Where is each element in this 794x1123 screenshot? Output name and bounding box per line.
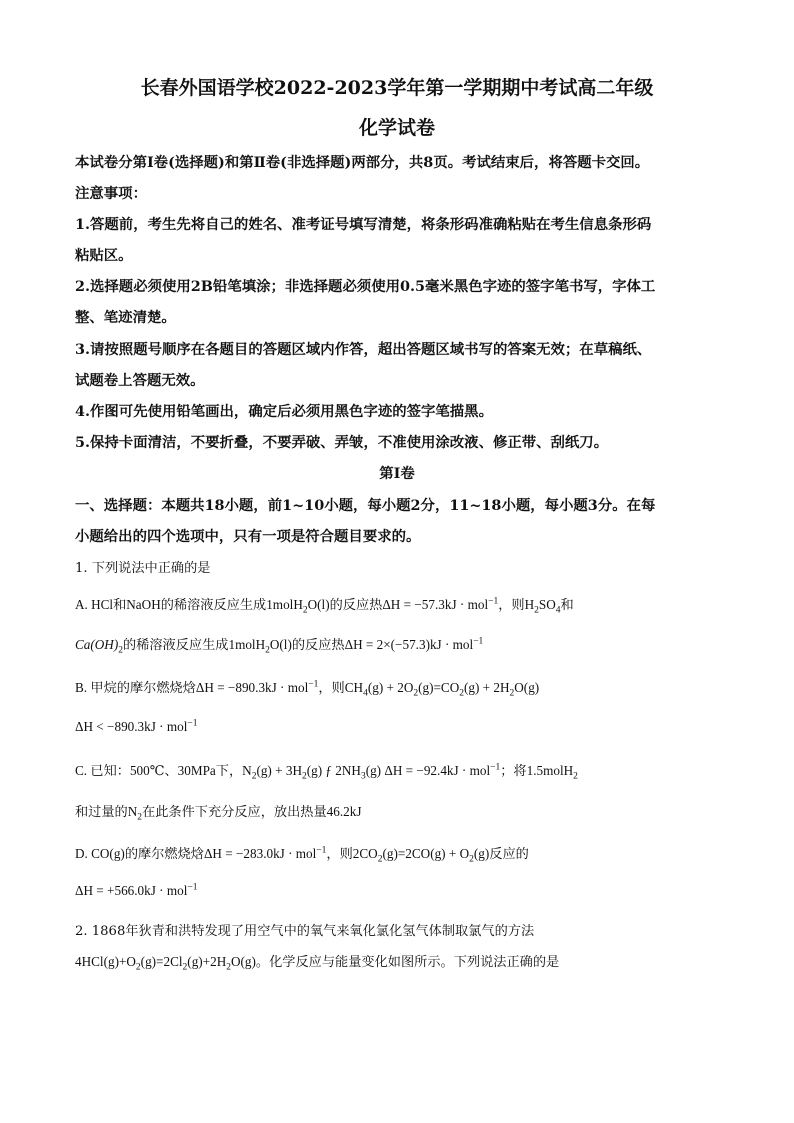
notes-heading: 注意事项： [75,185,147,202]
note-5: 5.保持卡面清洁，不要折叠，不要弄破、弄皱，不准使用涂改液、修正带、刮纸刀。 [75,434,609,451]
note-3-cont: 试题卷上答题无效。 [75,372,205,389]
q1-option-a-cont: $Ca(OH)_2$的稀溶液反应生成1molH$_2$O(l)的反应热ΔH = 2×(−57.3)kJ · mol$^{-1}$ [75,636,484,656]
exam-title: 长春外国语学校2022-2023学年第一学期期中考试高二年级 [140,77,654,99]
section-label: 第Ⅰ卷 [379,465,415,482]
question-2-stem: 2. 1868年狄青和洪特发现了用空气中的氧气来氧化氯化氢气体制取氯气的方法 [75,924,535,939]
note-1-cont: 粘贴区。 [75,247,133,264]
q1-option-a: A. HCl和NaOH的稀溶液反应生成1molH$_2$O(l)的反应热ΔH = −57.3kJ · mol$^{-1}$，则$H_2SO_4$和 [75,596,574,616]
intro-line: 本试卷分第Ⅰ卷(选择题)和第Ⅱ卷(非选择题)两部分，共8页。考试结束后，将答题卡交回。 [75,154,650,171]
note-4: 4.作图可先使用铅笔画出，确定后必须用黑色字迹的签字笔描黑。 [75,403,493,420]
note-3: 3.请按照题号顺序在各题目的答题区域内作答，超出答题区域书写的答案无效；在草稿纸、 [75,341,652,358]
q1-option-b: B. 甲烷的摩尔燃烧焓ΔH = −890.3kJ · mol$^{-1}$，则$CH_4(g) + 2O_2(g)=CO_2(g) + 2H_2O(g)$ [75,679,540,699]
note-2: 2.选择题必须使用2B铅笔填涂；非选择题必须使用0.5毫米黑色字迹的签字笔书写，字体工 [75,278,656,295]
exam-subtitle: 化学试卷 [358,117,435,139]
q1-option-c-cont: 和过量的$N_2$在此条件下充分反应，放出热量46.2kJ [75,804,362,823]
section-instruction-cont: 小题给出的四个选项中，只有一项是符合题目要求的。 [75,528,421,545]
question-2-equation: $4HCl(g)+O_2(g)=2Cl_2(g)+2H_2O(g)$。化学反应与能量变化如图所示。下列说法正确的是 [75,954,560,973]
q1-option-c: C. 已知：500℃、30MPa下，$N_2(g) + 3H_2(g)$ ƒ $2NH_3(g) \Delta H = -92.4kJ \cdot mol^{-1}$；将1.5molH$_2$ [75,762,578,782]
q1-option-d-cont: ΔH = +566.0kJ · mol$^{-1}$ [75,882,198,898]
q1-option-b-cont: ΔH < −890.3kJ · mol$^{-1}$ [75,718,198,734]
section-instruction: 一、选择题：本题共18小题，前1~10小题，每小题2分，11~18小题，每小题3分。在每 [75,497,656,514]
q1-option-d: D. CO(g)的摩尔燃烧焓ΔH = −283.0kJ · mol$^{-1}$，则$2CO_2(g)=2CO(g) + O_2(g)$反应的 [75,845,529,865]
question-1-stem: 1. 下列说法中正确的是 [75,561,211,576]
note-1: 1.答题前，考生先将自己的姓名、准考证号填写清楚，将条形码准确粘贴在考生信息条形码 [75,216,652,233]
note-2-cont: 整、笔迹清楚。 [75,309,176,326]
